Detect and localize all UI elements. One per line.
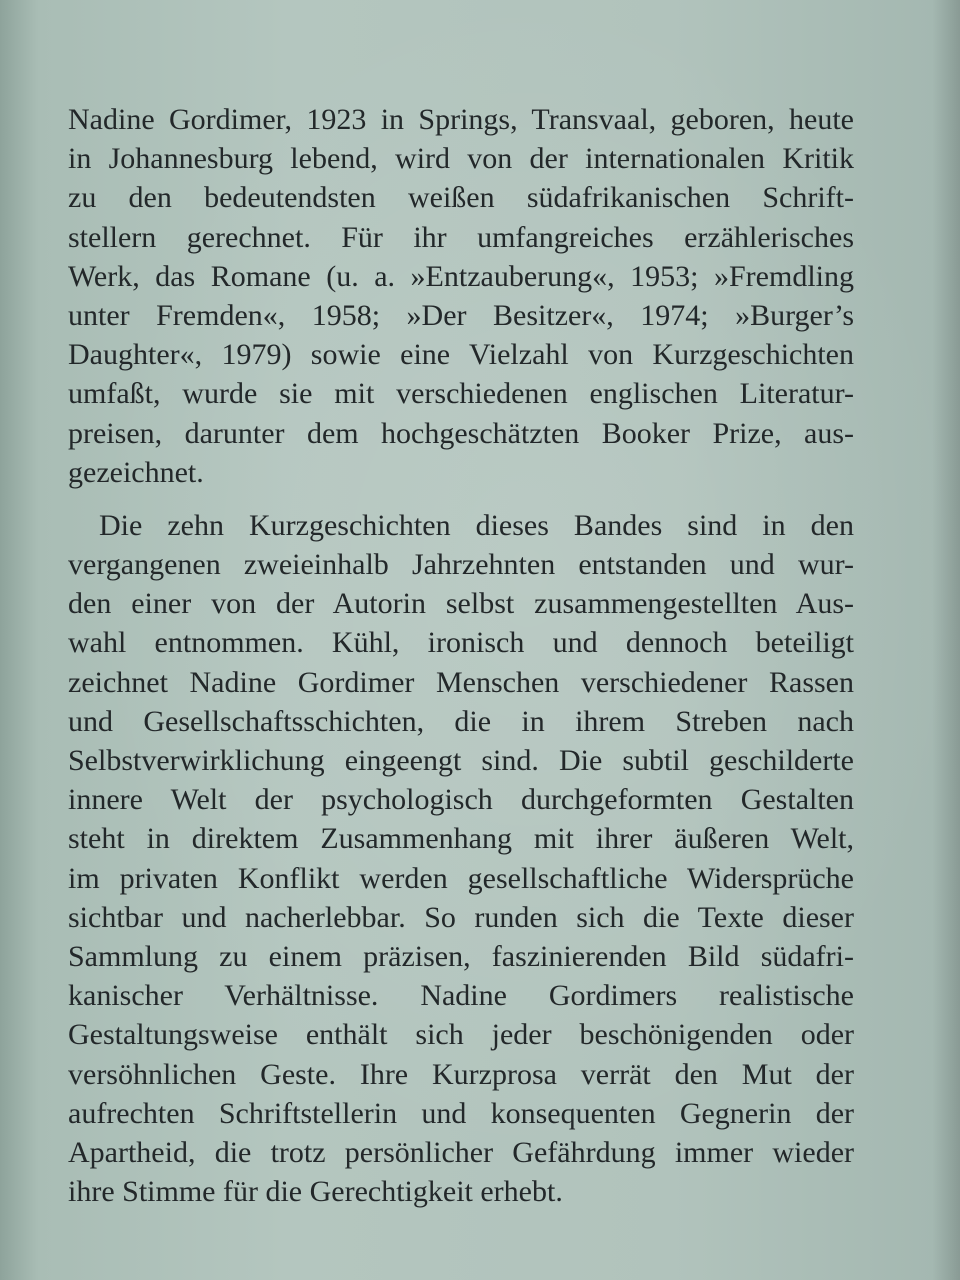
text-line: umfaßt, wurde sie mit verschiedenen englischen Literatur- (68, 377, 854, 411)
text-line: preisen, darunter dem hochgeschätzten Booker Prize, aus- (68, 416, 854, 450)
text-line: sichtbar und nacherlebbar. So runden sich die Texte dieser (68, 900, 854, 934)
text-line: und Gesellschaftsschichten, die in ihrem Streben nach (68, 704, 854, 738)
text-line: aufrechten Schriftstellerin und konsequenten Gegnerin der (68, 1096, 854, 1130)
paragraph-book-description (68, 506, 854, 1211)
blurb-text (68, 100, 854, 1211)
text-line: wahl entnommen. Kühl, ironisch und dennoch beteiligt (68, 626, 854, 660)
text-line: gezeichnet. (68, 455, 204, 489)
text-line: im privaten Konflikt werden gesellschaftliche Widersprüche (68, 861, 854, 895)
text-line: Daughter«, 1979) sowie eine Vielzahl von Kurzgeschichten (68, 338, 854, 372)
text-line: versöhnlichen Geste. Ihre Kurzprosa verrät den Mut der (68, 1057, 854, 1091)
text-line: Die zehn Kurzgeschichten dieses Bandes sind in den (99, 508, 854, 542)
text-line: Gestaltungsweise enthält sich jeder beschönigenden oder (68, 1018, 854, 1052)
paragraph-author-bio (68, 100, 854, 492)
text-line: vergangenen zweieinhalb Jahrzehnten entstanden und wur- (68, 548, 854, 582)
text-line: steht in direktem Zusammenhang mit ihrer äußeren Welt, (68, 822, 854, 856)
paragraph-gap (68, 492, 854, 506)
text-line: den einer von der Autorin selbst zusammengestellten Aus- (68, 587, 854, 621)
text-line: Sammlung zu einem präzisen, faszinierenden Bild südafri- (68, 939, 854, 973)
text-line: Werk, das Romane (u. a. »Entzauberung«, 1953; »Fremdling (68, 259, 854, 293)
text-line: in Johannesburg lebend, wird von der internationalen Kritik (68, 142, 854, 176)
text-line: Apartheid, die trotz persönlicher Gefährdung immer wieder (68, 1135, 854, 1169)
text-line: innere Welt der psychologisch durchgeformten Gestalten (68, 783, 854, 817)
text-line: Nadine Gordimer, 1923 in Springs, Transvaal, geboren, heute (68, 103, 854, 136)
text-line: Selbstverwirklichung eingeengt sind. Die subtil geschilderte (68, 744, 854, 777)
page-edge-shadow (932, 0, 960, 1280)
text-line: zeichnet Nadine Gordimer Menschen verschiedener Rassen (68, 665, 854, 699)
text-line: unter Fremden«, 1958; »Der Besitzer«, 1974; »Burger’s (68, 298, 854, 332)
text-line: stellern gerechnet. Für ihr umfangreiches erzählerisches (68, 220, 854, 254)
text-line: zu den bedeutendsten weißen südafrikanischen Schrift- (68, 181, 854, 215)
text-line: kanischer Verhältnisse. Nadine Gordimers realistische (68, 979, 854, 1013)
text-line: ihre Stimme für die Gerechtigkeit erhebt. (68, 1175, 563, 1209)
